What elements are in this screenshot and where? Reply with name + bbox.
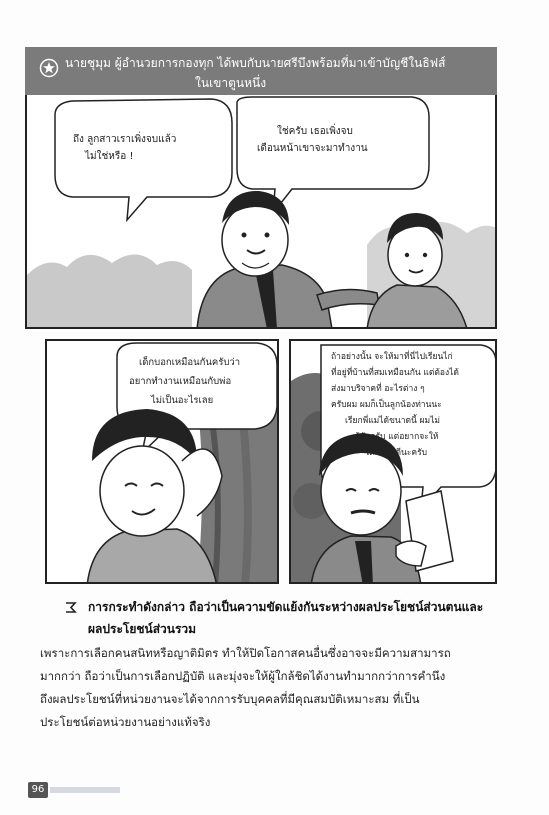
section-body (40, 642, 524, 734)
bubble-line: ที่อยู่ที่บ้านที่สมเหมือนกัน แต่ต้องได้ (331, 368, 459, 378)
comic-panel-2 (45, 339, 279, 584)
body-line: มากกว่า ถือว่าเป็นการเลือกปฏิบัติ และมุ่งจะให้ผู้ใกล้ชิดได้งานทำมากกว่าการคำนึง (40, 669, 446, 683)
bubble-line: ใช่ครับ เธอเพิ่งจบ (277, 126, 353, 137)
bubble-line: ไม่ใช่หรือ ! (85, 151, 134, 162)
bubble-line: เด็กบอกเหมือนกันครับว่า (139, 357, 241, 368)
page-number: 96 (28, 782, 48, 798)
comic-panel-3 (289, 339, 497, 584)
bubble-line: ถึง ลูกสาวเราเพิ่งจบแล้ว (73, 134, 177, 145)
bubble-line: อยากทำงานเหมือนกับพ่อ (129, 376, 232, 387)
caption-bar (25, 47, 497, 95)
body-line: ประโยชน์ต่อหน่วยงานอย่างแท้จริง (40, 715, 211, 729)
bubble-line: ไม่เป็นอะไรเลย (151, 395, 214, 406)
bubble-line: ส่งมาบริจาคที่ อะไรต่าง ๆ (331, 384, 425, 394)
bubble-line: ถ้าอย่างนั้น จะให้มาที่นี่ไปเรียนไก่ (331, 352, 453, 362)
comic-panel-1 (25, 95, 497, 329)
panel-1-right-bubble (257, 123, 368, 157)
panel-2-bubble (129, 353, 240, 410)
bubble-line: เดือนหน้าเขาจะมาทำงาน (257, 143, 368, 154)
section-heading (64, 596, 524, 640)
bubble-line: ครับผม ผมก็เป็นลูกน้องท่านนะ (331, 400, 442, 410)
bullet-icon (64, 601, 77, 614)
caption-line-1: นายชุมุม ผู้อำนวยการกองทุก ได้พบกับนายศรีบึงพร้อมที่มาเข้าบัญชีในธิฟส์ (65, 56, 446, 70)
bubble-line: เรียกพี่แม่ได้ขนาดนี้ ผมไม่ (345, 416, 440, 426)
star-icon (39, 58, 59, 78)
heading-line-2: ผลประโยชน์ส่วนรวม (88, 622, 197, 636)
heading-line-1: การกระทำดังกล่าว ถือว่าเป็นความขัดแย้งกันระหว่างผลประโยชน์ส่วนตนและ (88, 600, 484, 614)
explanation-section (40, 596, 524, 734)
page-number-decoration (50, 787, 120, 793)
body-line: เพราะการเลือกคนสนิทหรือญาติมิตร ทำให้ปิดโอกาสคนอื่นซึ่งอาจจะมีความสามารถ (40, 646, 451, 660)
panel-1-left-bubble (73, 131, 176, 165)
body-line: ถึงผลประโยชน์ที่หน่วยงานจะได้จากการรับบุคคลที่มีคุณสมบัติเหมาะสม ที่เป็น (40, 692, 420, 706)
bubble-line: ได้กันให้ดีนะครับ (365, 448, 428, 458)
panel-3-bubble (331, 349, 459, 461)
caption-line-2: ในเขาตูนหนึ่ง (195, 76, 267, 90)
bubble-line: รู้ตัวครับ แต่อยากจะให้ (355, 432, 439, 442)
